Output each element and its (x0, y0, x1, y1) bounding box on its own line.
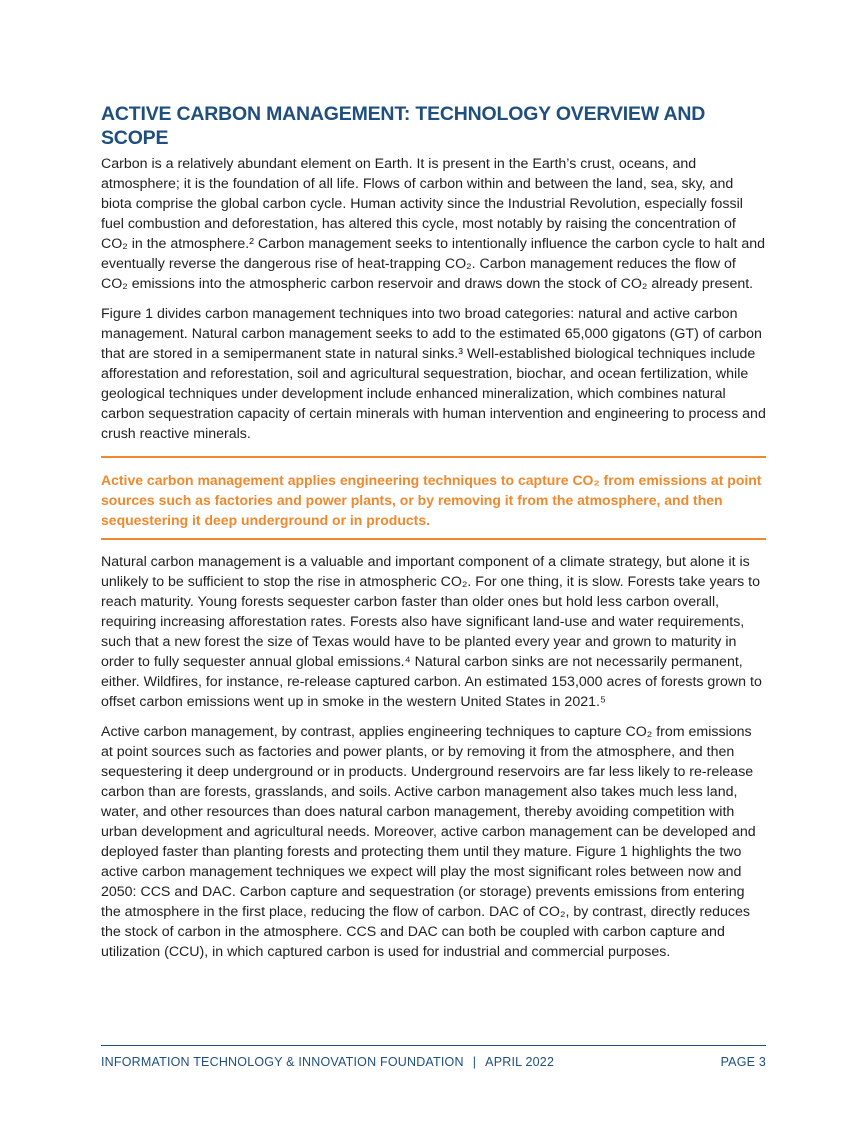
paragraph-figure-1-categories: Figure 1 divides carbon management techniques into two broad categories: natural and active carbon management. Natural carbon management seeks to add to the estimated 65,000 gigatons (GT) of carbon that are stored in a semipermanent state in natural sinks.³ Well-established biological techniques include afforestation and reforestation, soil and agricultural sequestration, biochar, and ocean fertilization, while geological techniques under development include enhanced mineralization, which combines natural carbon sequestration capacity of certain minerals with human intervention and engineering to process and crush reactive minerals. (101, 306, 766, 442)
paragraph-natural-carbon-limits: Natural carbon management is a valuable and important component of a climate strategy, but alone it is unlikely to be sufficient to stop the rise in atmospheric CO₂. For one thing, it is slow. Forests take years to reach maturity. Young forests sequester carbon faster than older ones but hold less carbon overall, requiring increasing afforestation rates. Forests also have significant land-use and water requirements, such that a new forest the size of Texas would have to be planted every year and grown to maturity in order to fully sequester annual global emissions.⁴ Natural carbon sinks are not necessarily permanent, either. Wildfires, for instance, re-release captured carbon. An estimated 153,000 acres of forests grown to offset carbon emissions went up in smoke in the western United States in 2021.⁵ (101, 554, 762, 710)
pull-quote-text: Active carbon management applies engineering techniques to capture CO₂ from emissions at point sources such as factories and power plants, or by removing it from the atmosphere, and then sequestering it deep underground or in products. (101, 472, 762, 528)
footer-organization: INFORMATION TECHNOLOGY & INNOVATION FOUNDATION (101, 1055, 464, 1069)
page-footer (101, 1045, 766, 1069)
footer-separator: | (472, 1055, 477, 1069)
pull-quote (101, 456, 766, 540)
footer-left (101, 1055, 554, 1069)
paragraph-active-carbon-management: Active carbon management, by contrast, applies engineering techniques to capture CO₂ from emissions at point sources such as factories and power plants, or by removing it from the atmosphere, and then sequestering it deep underground or in products. Underground reservoirs are far less likely to re-release carbon than are forests, grasslands, and soils. Active carbon management also takes much less land, water, and other resources than does natural carbon management, thereby avoiding competition with urban development and agricultural needs. Moreover, active carbon management can be developed and deployed faster than planting forests and protecting them until they mature. Figure 1 highlights the two active carbon management techniques we expect will play the most significant roles between now and 2050: CCS and DAC. Carbon capture and sequestration (or storage) prevents emissions from entering the atmosphere in the first place, reducing the flow of carbon. DAC of CO₂, by contrast, directly reduces the stock of carbon in the atmosphere. CCS and DAC can both be coupled with carbon capture and utilization (CCU), in which captured carbon is used for industrial and commercial purposes. (101, 724, 756, 960)
page-content (101, 102, 766, 972)
footer-page-number: PAGE 3 (720, 1055, 766, 1069)
paragraph-carbon-cycle: Carbon is a relatively abundant element on Earth. It is present in the Earth’s crust, oceans, and atmosphere; it is the foundation of all life. Flows of carbon within and between the land, sea, sky, and biota comprise the global carbon cycle. Human activity since the Industrial Revolution, especially fossil fuel combustion and deforestation, has altered this cycle, most notably by raising the concentration of CO₂ in the atmosphere.² Carbon management seeks to intentionally influence the carbon cycle to halt and eventually reverse the dangerous rise of heat-trapping CO₂. Carbon management reduces the flow of CO₂ emissions into the atmospheric carbon reservoir and draws down the stock of CO₂ already present. (101, 156, 766, 292)
section-heading: ACTIVE CARBON MANAGEMENT: TECHNOLOGY OVERVIEW AND SCOPE (101, 103, 706, 149)
footer-date: APRIL 2022 (485, 1055, 555, 1069)
